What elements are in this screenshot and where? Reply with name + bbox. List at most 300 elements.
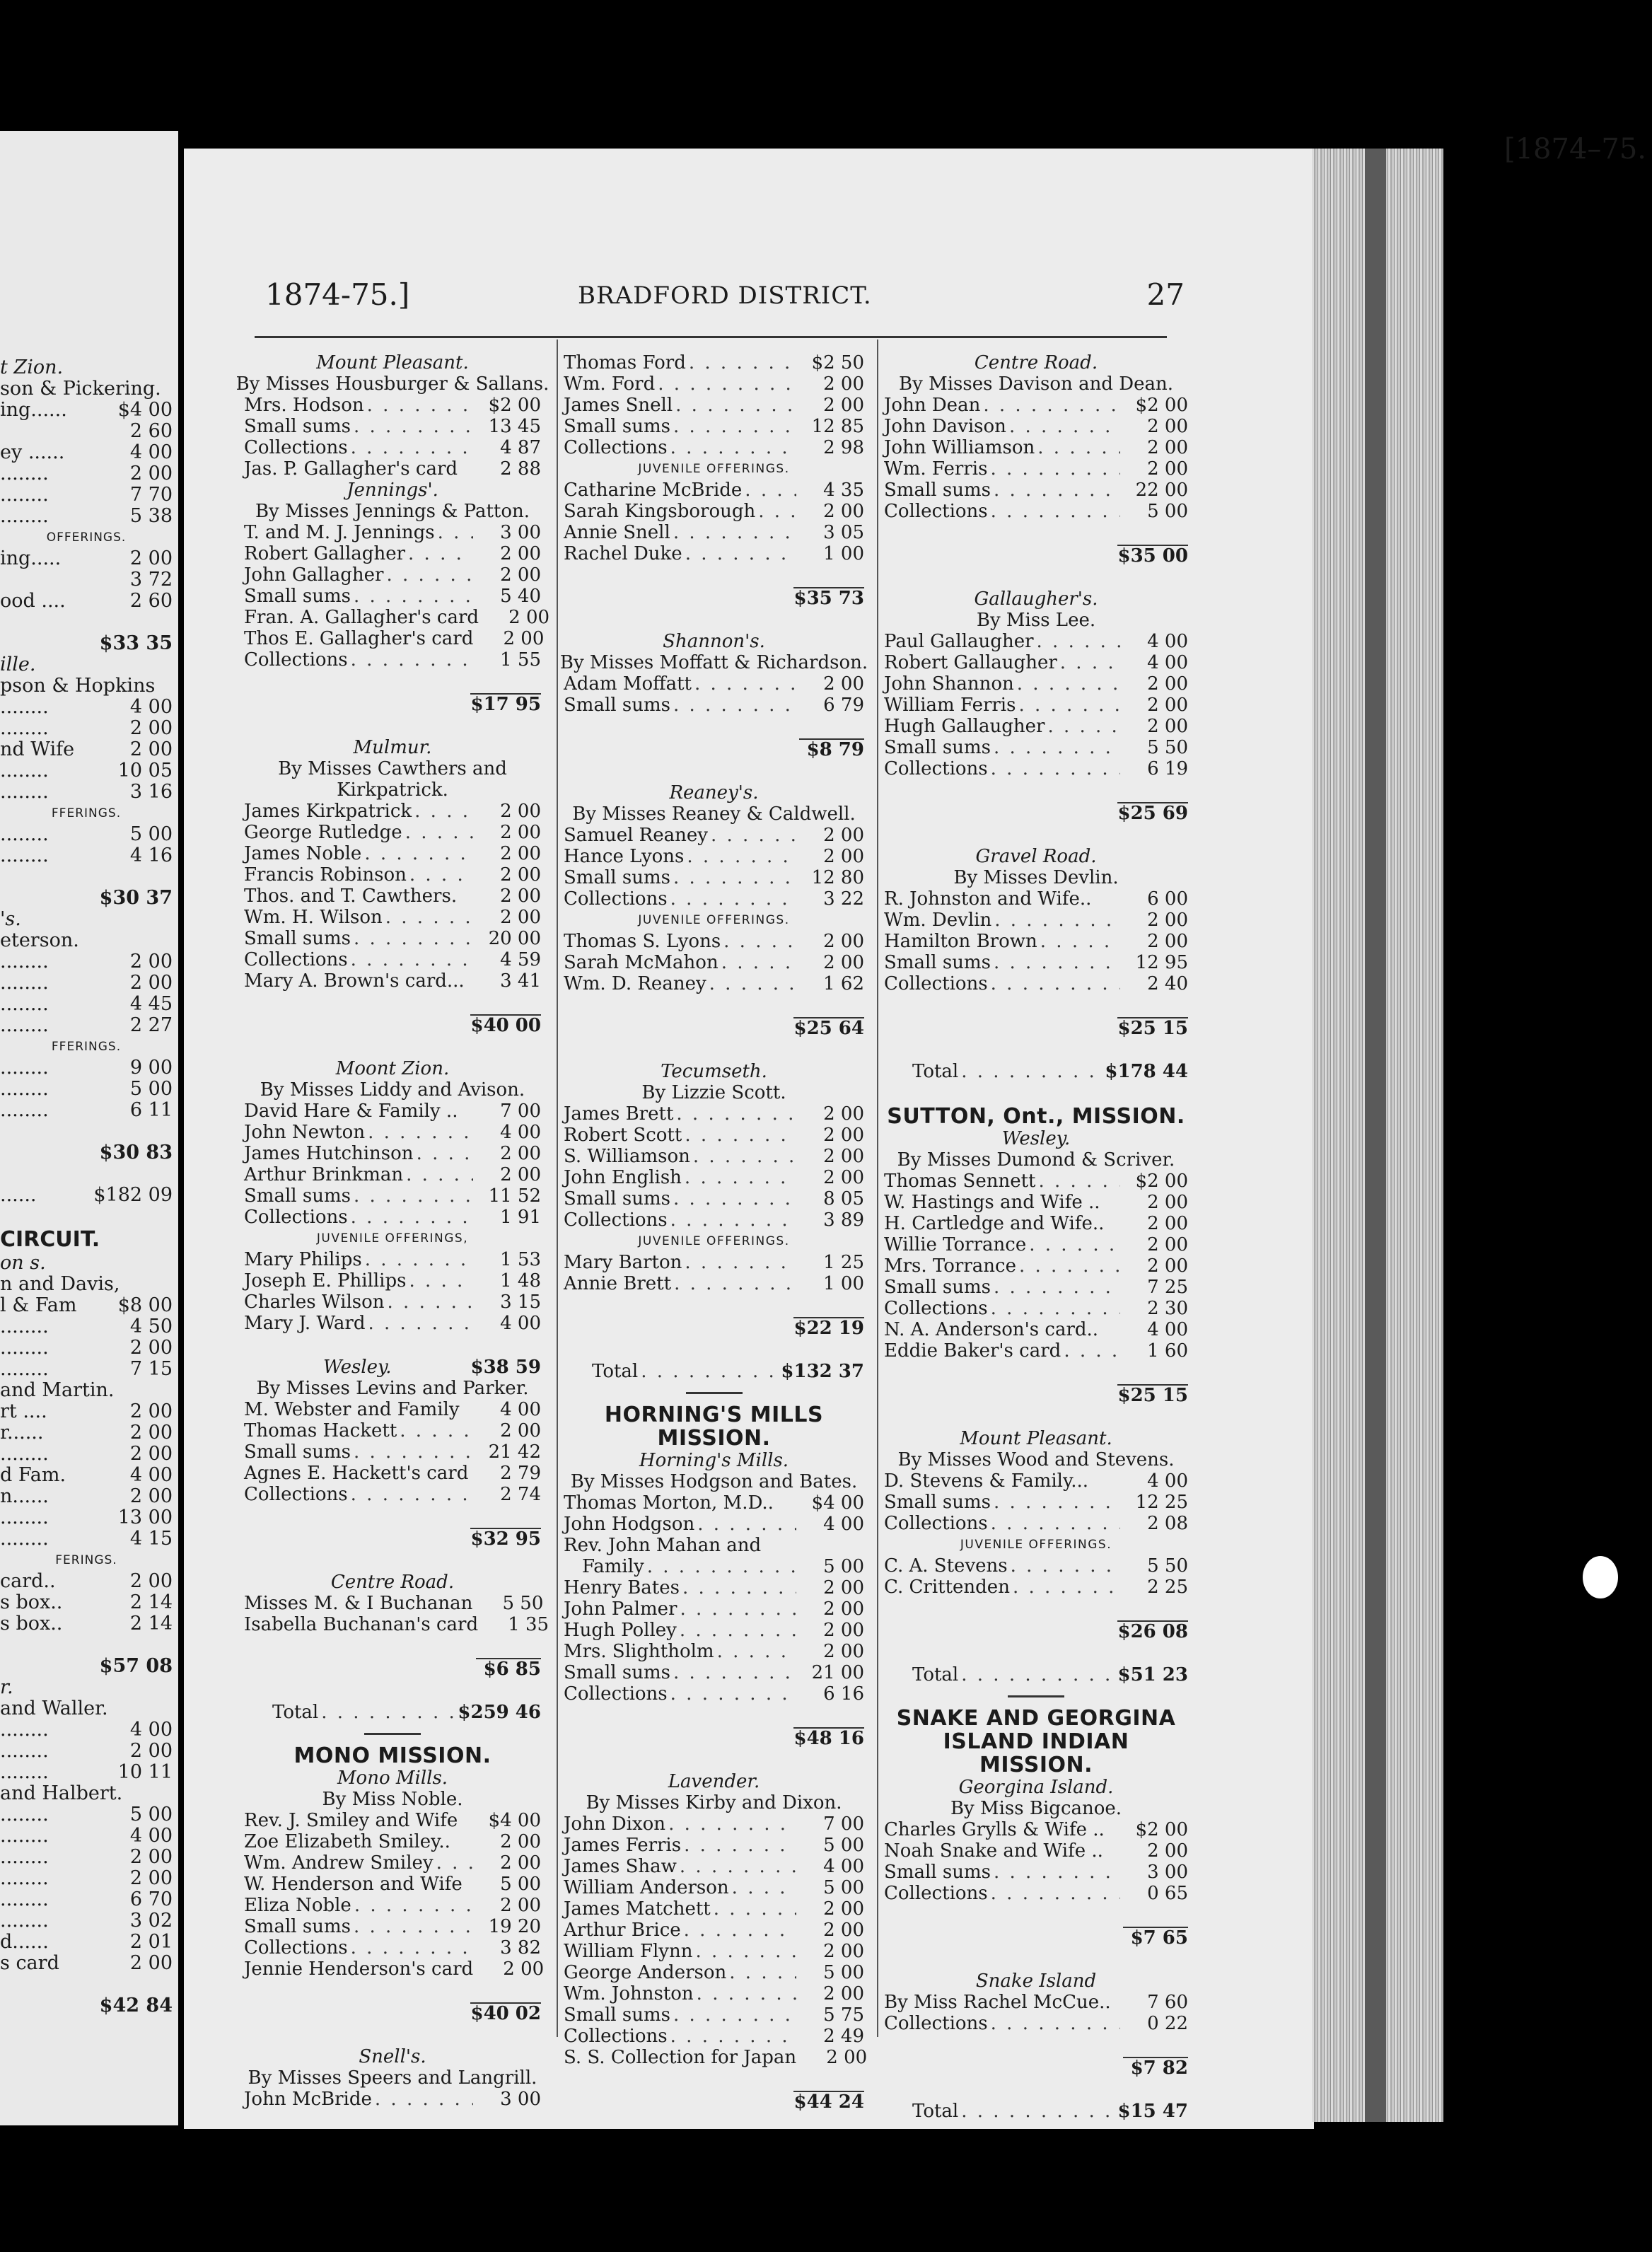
fragment-amount: 9 00 [129,1057,173,1079]
entry-row [564,1188,864,1209]
fragment-amount: 4 00 [129,697,173,718]
entry-row [564,543,864,564]
leader-dots [673,867,796,888]
entry-amount: 3 89 [823,1209,864,1231]
leader-dots [994,737,1120,758]
fragment-text: ...... [0,1185,37,1206]
entry-amount: 3 15 [500,1292,541,1313]
entry-name: Rev. J. Smiley and Wife [244,1810,458,1831]
fragment-text: ........ [0,484,49,506]
leader-dots [1018,695,1120,716]
fragment-amount: 10 05 [117,760,173,782]
entry-name: Arthur Brinkman [244,1164,404,1185]
fragment-entry [0,569,173,591]
fragment-heading: CIRCUIT. [0,1227,100,1252]
entry-row [244,543,541,564]
fragment-text: nd Wife [0,739,75,760]
entry-row [564,1662,864,1683]
entry-amount: 12 95 [1135,952,1188,973]
entry-amount: 2 00 [823,1898,864,1920]
fragment-amount: 10 11 [117,1762,173,1783]
fragment-entry [0,1953,173,1974]
fragment-amount: 3 16 [129,782,173,803]
entry-row [884,395,1188,416]
spacer [0,1206,173,1227]
fragment-entry [0,1889,173,1910]
entry-amount: 1 91 [500,1207,541,1228]
entry-name: Henry Bates [564,1577,680,1598]
leader-dots [668,1813,796,1835]
entry-amount: 0 65 [1147,1883,1188,1904]
entry-amount: 2 00 [823,931,864,952]
fragment-amount: 4 15 [129,1528,173,1550]
entry-name: William Flynn [564,1941,693,1962]
subtotal-amount: $7 65 [1123,1927,1188,1948]
fragment-entry [0,1295,173,1316]
leader-dots [693,1146,796,1167]
column-divider [557,339,558,2037]
entry-amount: 2 00 [1147,1192,1188,1213]
entry-name: Collections [884,758,988,779]
leader-dots [684,1835,796,1856]
entry-amount: 2 00 [823,1983,864,2004]
entry-name: Thomas Hackett [244,1420,397,1441]
entry-row [564,1273,864,1294]
mission-title: SUTTON, Ont., MISSION. [887,1104,1185,1129]
fragment-entry [0,1015,173,1036]
entry-amount: 2 00 [1147,695,1188,716]
entry-name: Collections [244,649,348,671]
fragment-text: ing...... [0,400,67,421]
entry-amount: $2 00 [1135,1819,1188,1840]
fragment-entry [0,1465,173,1486]
leader-dots [1040,931,1120,952]
entry-name: George Anderson [564,1962,727,1983]
entry-row [884,758,1188,779]
entry-amount: 2 25 [1147,1577,1188,1598]
entry-name: Mrs. Slightholm [564,1641,714,1662]
leader-dots [684,1920,796,1941]
fragment-amount: 2 00 [129,1337,173,1359]
leader-dots [991,973,1120,994]
entry-amount: 2 00 [1147,1234,1188,1255]
fragment-amount: $30 83 [99,1142,173,1163]
entry-name: Hamilton Brown [884,931,1037,952]
spacer [244,1980,541,2002]
entry-row [244,1292,541,1313]
leader-dots [364,843,473,864]
entry-amount: 3 41 [500,970,541,992]
leader-dots [680,1856,796,1877]
leader-dots [1019,1255,1120,1277]
entry-amount: 6 19 [1147,758,1188,779]
fragment-amount: 2 00 [129,1444,173,1465]
total-label: Total [912,1061,959,1082]
entry-amount: 5 50 [502,1593,544,1614]
fragment-subtotal [0,1995,173,2016]
fragment-amount: 2 00 [129,1486,173,1507]
entry-amount: 2 00 [1147,1213,1188,1234]
fragment-amount: 4 00 [129,1465,173,1486]
subtotal-amount: $25 15 [1117,1018,1188,1039]
entry-name: John Hodgson [564,1514,695,1535]
entry-name: Small sums [244,1185,351,1207]
entry-name: M. Webster and Family [244,1399,460,1420]
entry-row [884,1862,1188,1883]
entry-amount: 3 05 [823,522,864,543]
entry-row [564,973,864,994]
entry-name: Hugh Gallaugher [884,716,1045,737]
fragment-amount: $8 00 [117,1295,173,1316]
spacer [0,1635,173,1656]
entry-name: Robert Scott [564,1125,682,1146]
entry-name: Francis Robinson [244,864,407,886]
fragment-amount: 2 00 [129,1953,173,1974]
entry-row [564,952,864,973]
fragment-amount: 7 15 [129,1359,173,1380]
entry-amount: 2 00 [823,1167,864,1188]
section-rule [244,1723,541,1744]
entry-name: John Palmer [564,1598,677,1620]
entry-name: Wm. Andrew Smiley [244,1852,434,1874]
entry-row [884,1192,1188,1213]
total-row [884,2101,1188,2122]
entry-amount: 5 00 [823,1835,864,1856]
entry-row [884,501,1188,522]
entry-amount: 4 00 [500,1313,541,1334]
fragment-subtotal [0,1656,173,1677]
leader-dots [1011,1555,1120,1577]
entry-amount: 6 79 [823,695,864,716]
leader-dots [991,758,1120,779]
subtotal-row [884,1620,1188,1642]
subheading: JUVENILE OFFERINGS. [638,1234,790,1248]
entry-name: Small sums [244,586,351,607]
entry-name: John Shannon [884,673,1014,695]
leader-dots [351,1207,473,1228]
fragment-text: n and Davis, [0,1274,120,1295]
leader-dots [1064,1340,1120,1362]
entry-amount: 2 00 [500,907,541,928]
entry-name: John McBride [244,2089,372,2110]
fragment-amount: 2 00 [129,739,173,760]
subtotal-row [884,1927,1188,1948]
spacer [884,1405,1188,1428]
entry-name: Small sums [884,480,991,501]
collector-line: By Misses Jennings & Patton. [255,501,530,522]
entry-amount: 2 74 [500,1484,541,1505]
entry-name: Eddie Baker's card [884,1340,1061,1362]
fragment-text: ........ [0,1719,49,1741]
entry-row [884,1555,1188,1577]
entry-name: Rachel Duke [564,543,682,564]
leader-dots [717,1641,796,1662]
entry-name: Collections [564,437,668,458]
leader-dots [1038,1171,1120,1192]
subtotal-row [244,693,541,714]
entry-amount: 2 00 [1147,437,1188,458]
entry-name: Hance Lyons [564,846,685,867]
fragment-text: ........ [0,1868,49,1889]
fragment-text: and Halbert. [0,1783,123,1804]
entry-row [564,352,864,373]
subtotal-amount: $25 69 [1117,803,1188,824]
fragment-subheading: ille. [0,654,36,675]
fragment-text: ........ [0,1359,49,1380]
fragment-amount: 3 02 [129,1910,173,1932]
entry-name: Jas. P. Gallagher's card [244,458,458,480]
fragment-text: card.. [0,1571,56,1592]
entry-name: Thomas S. Lyons [564,931,721,952]
subtotal-amount: $48 16 [793,1728,864,1749]
entry-name: John Dixon [564,1813,666,1835]
total-row [884,1061,1188,1082]
entry-amount: 1 48 [500,1270,541,1292]
fragment-amount: 2 00 [129,1401,173,1422]
entry-name: Thos. and T. Cawthers. [244,886,458,907]
entry-row [564,1941,864,1962]
spacer [884,1904,1188,1927]
fragment-text: ood .... [0,591,66,612]
fragment-entry [0,1847,173,1868]
spacer [564,994,864,1017]
entry-row [564,501,864,522]
entry-row [244,649,541,671]
entry-amount: 2 00 [1147,458,1188,480]
entry-amount: 12 80 [811,867,864,888]
entry-name: Small sums [564,867,670,888]
fragment-text: ........ [0,1337,49,1359]
subtotal-amount: $35 73 [793,588,864,609]
leader-dots [670,1683,796,1705]
fragment-amount: 2 60 [129,591,173,612]
leader-dots [991,2013,1120,2034]
leader-dots [994,1277,1120,1298]
entry-row [564,1167,864,1188]
entry-row [244,1399,541,1420]
entry-name: Small sums [884,1862,991,1883]
entry-amount: 2 00 [823,825,864,846]
fragment-entry [0,1910,173,1932]
subheading: JUVENILE OFFERINGS. [960,1538,1112,1552]
total-amount: $15 47 [1117,2101,1188,2122]
mission-title: ISLAND INDIAN [943,1729,1129,1754]
collector-line: By Lizzie Scott. [641,1082,786,1103]
entry-row [244,1593,544,1614]
entry-amount: 5 50 [1147,737,1188,758]
subheading: JUVENILE OFFERINGS. [638,913,790,927]
leader-dots [351,1937,473,1958]
entry-amount: 2 88 [500,458,541,480]
entry-row [564,1252,864,1273]
spacer [564,2068,864,2091]
spacer [884,823,1188,846]
leader-dots [1037,437,1120,458]
collector-line: By Miss Bigcanoe. [950,1798,1122,1819]
entry-name: James Hutchinson [244,1143,414,1164]
leader-dots [375,2089,473,2110]
fragment-amount: 4 00 [129,1719,173,1741]
entry-name: Small sums [884,737,991,758]
leader-dots [670,2026,796,2047]
fragment-entry [0,1804,173,1826]
entry-row [884,1470,1188,1492]
spacer [244,1549,541,1572]
entry-amount: 2 00 [823,501,864,522]
entry-amount: 2 00 [823,952,864,973]
leader-dots [685,1125,796,1146]
spacer [564,608,864,631]
entry-row [564,673,864,695]
entry-amount: 4 35 [823,480,864,501]
entry-amount: 2 40 [1147,973,1188,994]
entry-row [884,673,1188,695]
fragment-subheading: 's. [0,909,21,930]
entry-amount: 2 00 [823,1103,864,1125]
entry-amount: 2 00 [500,564,541,586]
fragment-text: s card [0,1953,59,1974]
section-heading: Moont Zion. [335,1058,450,1079]
entry-row [884,1298,1188,1319]
entry-amount: $4 00 [488,1810,541,1831]
fragment-entry [0,782,173,803]
spacer [564,1705,864,1727]
entry-amount: 5 00 [823,1556,864,1577]
entry-amount: 2 00 [1147,1840,1188,1862]
fragment-entry [0,421,173,442]
entry-amount: 2 00 [1147,416,1188,437]
section-heading: Mount Pleasant. [960,1428,1112,1449]
entry-amount: 4 00 [1147,652,1188,673]
leader-dots [354,1916,473,1937]
leader-dots [1017,673,1120,695]
leader-dots [732,1877,796,1898]
spacer [564,1038,864,1061]
entry-amount: 2 00 [508,607,550,628]
leader-dots [687,846,796,867]
column-left [235,352,550,2110]
entry-amount: 2 00 [500,822,541,843]
fragment-amount: 4 00 [129,1826,173,1847]
entry-row [244,1122,541,1143]
leader-dots [682,1577,796,1598]
leader-dots [673,2004,796,2026]
section-rule [564,1382,864,1403]
leader-dots [354,586,473,607]
section-heading: Gallaugher's. [974,588,1098,610]
entry-name: Collections [564,1683,668,1705]
subtotal-row [884,1017,1188,1038]
section-heading: Centre Road. [330,1572,455,1593]
entry-amount: 2 00 [826,2047,868,2068]
leader-dots [1060,652,1120,673]
entry-amount: 4 00 [823,1856,864,1877]
subtotal-row [564,738,864,760]
subtotal-amount: $22 19 [793,1318,864,1339]
fragment-subheading: r. [0,1677,13,1698]
leader-dots [351,649,473,671]
fragment-entry [0,930,173,951]
fragment-text: ing..... [0,548,62,569]
fragment-amount: $182 09 [93,1185,173,1206]
subtotal-amount: $44 24 [793,2091,864,2113]
entry-name: William Anderson [564,1877,729,1898]
entry-name: Collections [244,949,348,970]
entry-name: Annie Snell [564,522,670,543]
subheading: JUVENILE OFFERINGS, [316,1231,469,1246]
spacer [564,1294,864,1317]
leader-dots [351,949,473,970]
subtotal-row [564,1017,864,1038]
entry-row [884,652,1188,673]
entry-name: Isabella Buchanan's card [244,1614,479,1635]
fragment-entry [0,1486,173,1507]
entry-row [564,2026,864,2047]
fragment-entry [0,1571,173,1592]
fragment-entry [0,951,173,973]
leader-dots [990,458,1120,480]
fragment-entry [0,1592,173,1613]
leader-dots [647,1556,796,1577]
entry-amount: 6 16 [823,1683,864,1705]
entry-amount: 1 00 [823,543,864,564]
entry-name: Collections [564,888,668,910]
section-heading: Wesley. [1001,1128,1071,1149]
entry-amount: 2 00 [1147,931,1188,952]
entry-row [564,522,864,543]
leader-dots [1013,1577,1120,1598]
entry-amount: 21 42 [488,1441,541,1463]
collector-line: By Misses Liddy and Avison. [260,1079,525,1101]
entry-row [244,1143,541,1164]
entry-row [244,1463,541,1484]
entry-name: Agnes E. Hackett's card [244,1463,469,1484]
entry-row [564,395,864,416]
spacer [0,866,173,888]
total-amount: $178 44 [1105,1061,1188,1082]
book-gutter-shadow [1365,149,1386,2122]
entry-row [884,973,1188,994]
collector-line: By Misses Wood and Stevens. [897,1449,1175,1470]
entry-amount: 2 00 [503,1958,545,1980]
fragment-amount: $4 00 [117,400,173,421]
entry-amount: 3 00 [500,2089,541,2110]
entry-row [564,1835,864,1856]
entry-row [564,931,864,952]
fragment-entry [0,1932,173,1953]
entry-row [244,1441,541,1463]
fragment-subheading: OFFERINGS. [46,530,127,545]
entry-amount: 11 52 [488,1185,541,1207]
collector-line: By Miss Noble. [322,1789,463,1810]
fragment-entry [0,1380,173,1401]
fragment-text: ........ [0,1889,49,1910]
section-heading: Gravel Road. [975,846,1097,867]
leader-dots [438,522,473,543]
fragment-amount: 2 14 [129,1613,173,1635]
leader-dots [729,1962,796,1983]
spacer [884,1082,1188,1105]
subtotal-amount: $25 15 [1117,1385,1188,1406]
leader-dots [414,801,473,822]
entry-amount: 20 00 [488,928,541,949]
entry-row [884,437,1188,458]
spacer [884,1598,1188,1620]
mission-title: MISSION. [979,1753,1093,1777]
entry-row [884,1577,1188,1598]
fragment-amount: 2 00 [129,1868,173,1889]
collector-line: By Miss Lee. [976,610,1096,631]
